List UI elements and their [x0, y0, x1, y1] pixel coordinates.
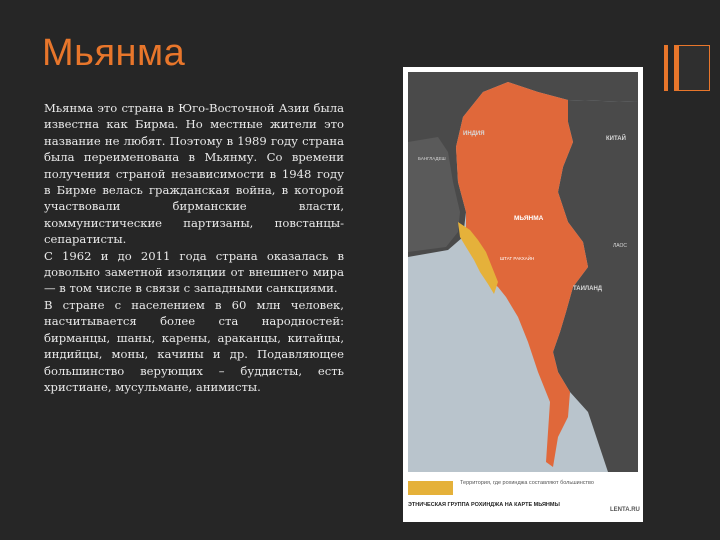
deco-bar	[664, 45, 668, 91]
paragraph: Мьянма это страна в Юго-Восточной Азии была известна как Бирма. Но местные жители это название не любят. Поэтому в 1989 году страна была переименована в Мьянму. Со времени получения страной независимости в 1948 году в Бирме велась гражданская война, в которой участвовали бирманские власти, коммунистические партизаны, повстанцы-сепаратисты.	[44, 101, 344, 247]
source-logo: LENTA.RU	[610, 507, 640, 513]
label-rakhine: ШТАТ РАКХАЙН	[500, 256, 535, 261]
legend-text: Территория, где рохинджа составляют большинство	[460, 480, 594, 486]
label-bangladesh: БАНГЛАДЕШ	[418, 156, 446, 161]
myanmar-map	[408, 72, 638, 472]
legend-swatch	[408, 481, 453, 495]
label-myanmar: МЬЯНМА	[514, 215, 544, 222]
label-laos: ЛАОС	[613, 243, 628, 249]
map-card	[403, 67, 643, 522]
slide-title: Мьянма	[42, 32, 186, 74]
label-china: КИТАЙ	[606, 136, 626, 142]
paragraph: С 1962 и до 2011 года страна оказалась в довольно заметной изоляции от внешнего мира — в том числе в связи с западными санкциями.	[44, 248, 344, 296]
label-thailand: ТАИЛАНД	[573, 286, 603, 292]
myanmar-region	[456, 82, 588, 467]
map-caption: ЭТНИЧЕСКАЯ ГРУППА РОХИНДЖА НА КАРТЕ МЬЯНМЫ	[408, 502, 560, 508]
deco-box	[679, 45, 710, 91]
corner-decoration	[664, 45, 710, 91]
body-text	[44, 100, 344, 395]
map-area	[408, 72, 638, 472]
label-india: ИНДИЯ	[463, 131, 485, 137]
paragraph: В стране с населением в 60 млн человек, насчитывается более ста народностей: бирманцы, шаны, карены, араканцы, китайцы, индийцы, моны, качины и др. Подавляющее большинство верующих – буддисты, есть христиане, мусульмане, анимисты.	[44, 297, 344, 394]
